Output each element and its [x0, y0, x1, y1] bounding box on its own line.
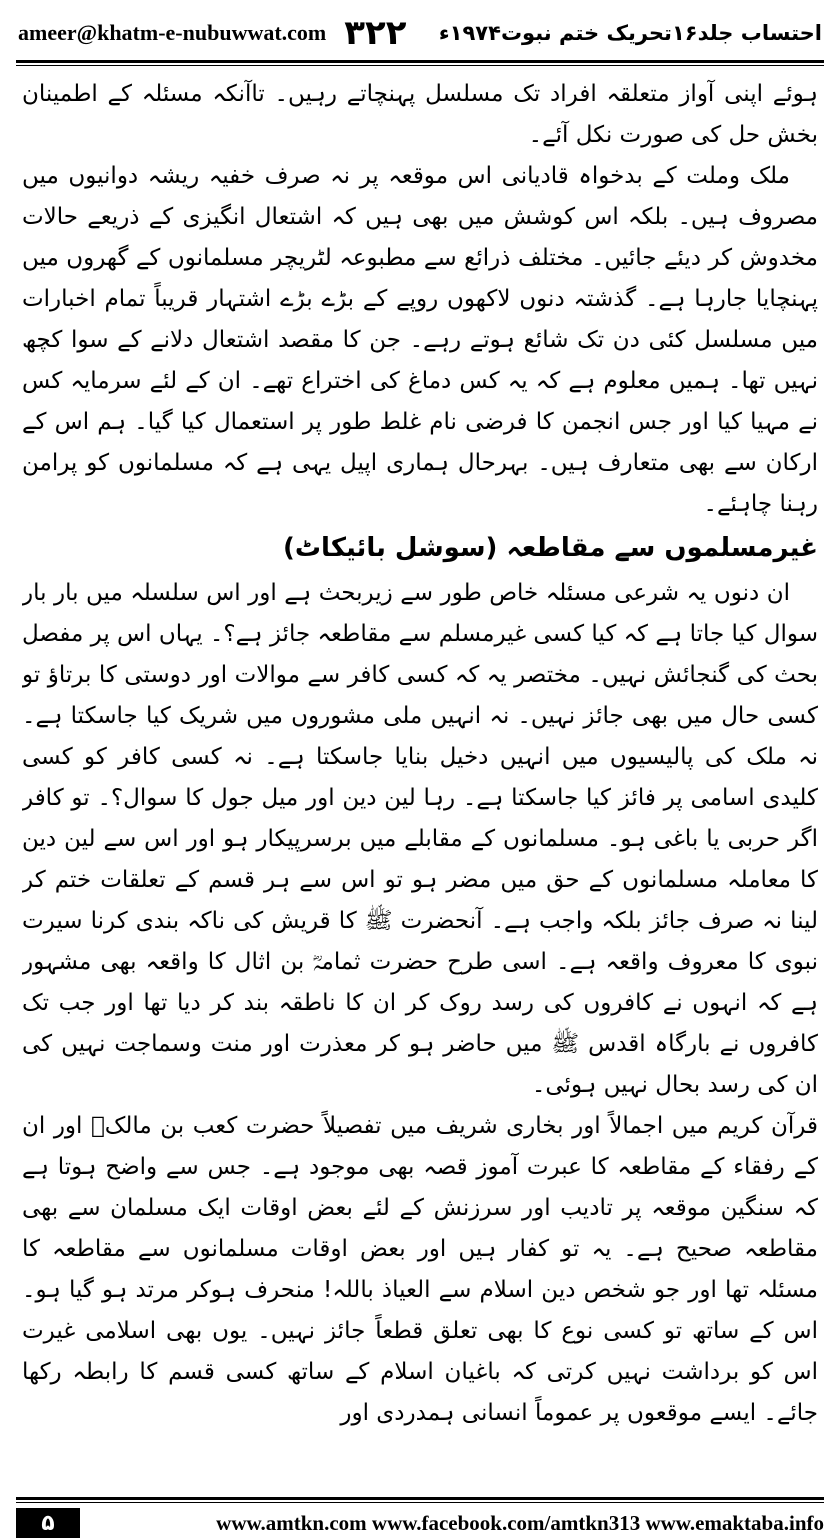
header-email: ameer@khatm-e-nubuwwat.com — [18, 20, 327, 45]
paragraph-qadiani-conspiracy: ملک وملت کے بدخواہ قادیانی اس موقعہ پر نہ صرف خفیہ ریشہ دوانیوں میں مصروف ہیں۔ بلکہ اس کوشش میں بھی ہیں کہ اشتعال انگیزی کے ذریعے حالات مخدوش کر دیئے جائیں۔ مختلف ذرائع سے مطبوعہ لٹریچر مسلمانوں کے گھروں میں پہنچایا جارہا ہے۔ گذشتہ دنوں لاکھوں روپے کے بڑے بڑے اشتہار قریباً تمام اخبارات میں مسلسل کئی دن تک شائع ہوتے رہے۔ جن کا مقصد اشتعال دلانے کے سوا کچھ نہیں تھا۔ ہمیں معلوم ہے کہ یہ کس دماغ کی اختراع تھے۔ ان کے لئے سرمایہ کس نے مہیا کیا اور جس انجمن کا فرضی نام غلط طور پر استعمال کیا گیا۔ ہم اس کے ارکان سے بھی متعارف ہیں۔ بہرحال ہماری اپیل یہی ہے کہ مسلمانوں کو پرامن رہنا چاہئے۔ — [22, 163, 818, 517]
paragraph-boycott-ruling: ان دنوں یہ شرعی مسئلہ خاص طور سے زیربحث ہے اور اس سلسلہ میں بار بار سوال کیا جاتا ہے کہ کیا کسی غیرمسلم سے مقاطعہ جائز ہے؟۔ یہاں اس پر مفصل بحث کی گنجائش نہیں۔ مختصر یہ کہ کسی کافر سے موالات اور دوستی کا برتاؤ تو کسی حال میں بھی جائز نہیں۔ نہ انہیں ملی مشوروں میں شریک کیا جاسکتا ہے۔ نہ ملک کی پالیسیوں میں انہیں دخیل بنایا جاسکتا ہے۔ نہ کسی کافر کو کسی کلیدی اسامی پر فائز کیا جاسکتا ہے۔ رہا لین دین اور میل جول کا سوال؟۔ تو کافر اگر حربی یا باغی ہو۔ مسلمانوں کے مقابلے میں برسرپیکار ہو اور اس سے لین دین کا معاملہ مسلمانوں کے حق میں مضر ہو تو اس سے ہر قسم کے تعلقات ختم کر لینا نہ صرف جائز بلکہ واجب ہے۔ آنحضرت ﷺ کا قریش کی ناکہ بندی کرنا سیرت نبوی کا معروف واقعہ ہے۔ اسی طرح حضرت ثمامہؓ بن اثال کا واقعہ بھی مشہور ہے کہ انہوں نے کافروں کی رسد روک کر ان کا ناطقہ بند کر دیا تھا اور جب تک کافروں نے بارگاہ اقدس ﷺ میں حاضر ہو کر معذرت اور منت وسماجت نہیں کی ان کی رسد بحال نہیں ہوئی۔ — [22, 580, 818, 1098]
footer-website-links: www.amtkn.com www.facebook.com/amtkn313 www.emaktaba.info — [216, 1510, 824, 1535]
footer-rule-thick — [16, 1497, 824, 1500]
page-header — [18, 6, 822, 60]
footer-rule-thin — [16, 1502, 824, 1503]
header-left-group — [18, 13, 407, 53]
paragraph-kaab-bin-malik: قرآن کریم میں اجمالاً اور بخاری شریف میں تفصیلاً حضرت کعب بن مالکؓ اور ان کے رفقاء کے مقاطعہ کا عبرت آموز قصہ بھی موجود ہے۔ جس سے واضح ہوتا ہے کہ سنگین موقعہ پر تادیب اور سرزنش کے لئے بعض اوقات ایک مسلمان سے بھی مقاطعہ صحیح ہے۔ یہ تو کفار ہیں اور بعض اوقات مسلمانوں سے مقاطعہ کا مسئلہ تھا اور جو شخص دین اسلام سے العیاذ باللہ! منحرف ہوکر مرتد ہو گیا ہو۔ اس کے ساتھ تو کسی نوع کا بھی تعلق قطعاً جائز نہیں۔ یوں بھی اسلامی غیرت اس کو برداشت نہیں کرتی کہ باغیان اسلام کے ساتھ کسی قسم کا رابطہ رکھا جائے۔ ایسے موقعوں پر عموماً انسانی ہمدردی اور — [22, 1113, 818, 1426]
header-rule-thick — [16, 60, 824, 63]
section-heading-boycott: غیرمسلموں سے مقاطعہ (سوشل بائیکاٹ) — [283, 533, 818, 563]
header-rule-thin — [16, 65, 824, 66]
running-title: احتساب جلد۱۶تحریک ختم نبوت۱۹۷۴ء — [438, 21, 822, 45]
footer-page-number: ۵ — [16, 1508, 80, 1538]
paragraph-continuation: ہوئے اپنی آواز متعلقہ افراد تک مسلسل پہنچاتے رہیں۔ تاآنکہ مسئلہ کے اطمینان بخش حل کی صورت نکل آئے۔ — [22, 81, 818, 148]
article-body — [22, 74, 818, 1474]
page-footer — [16, 1508, 824, 1538]
header-page-number: ۳۲۲ — [344, 13, 407, 53]
